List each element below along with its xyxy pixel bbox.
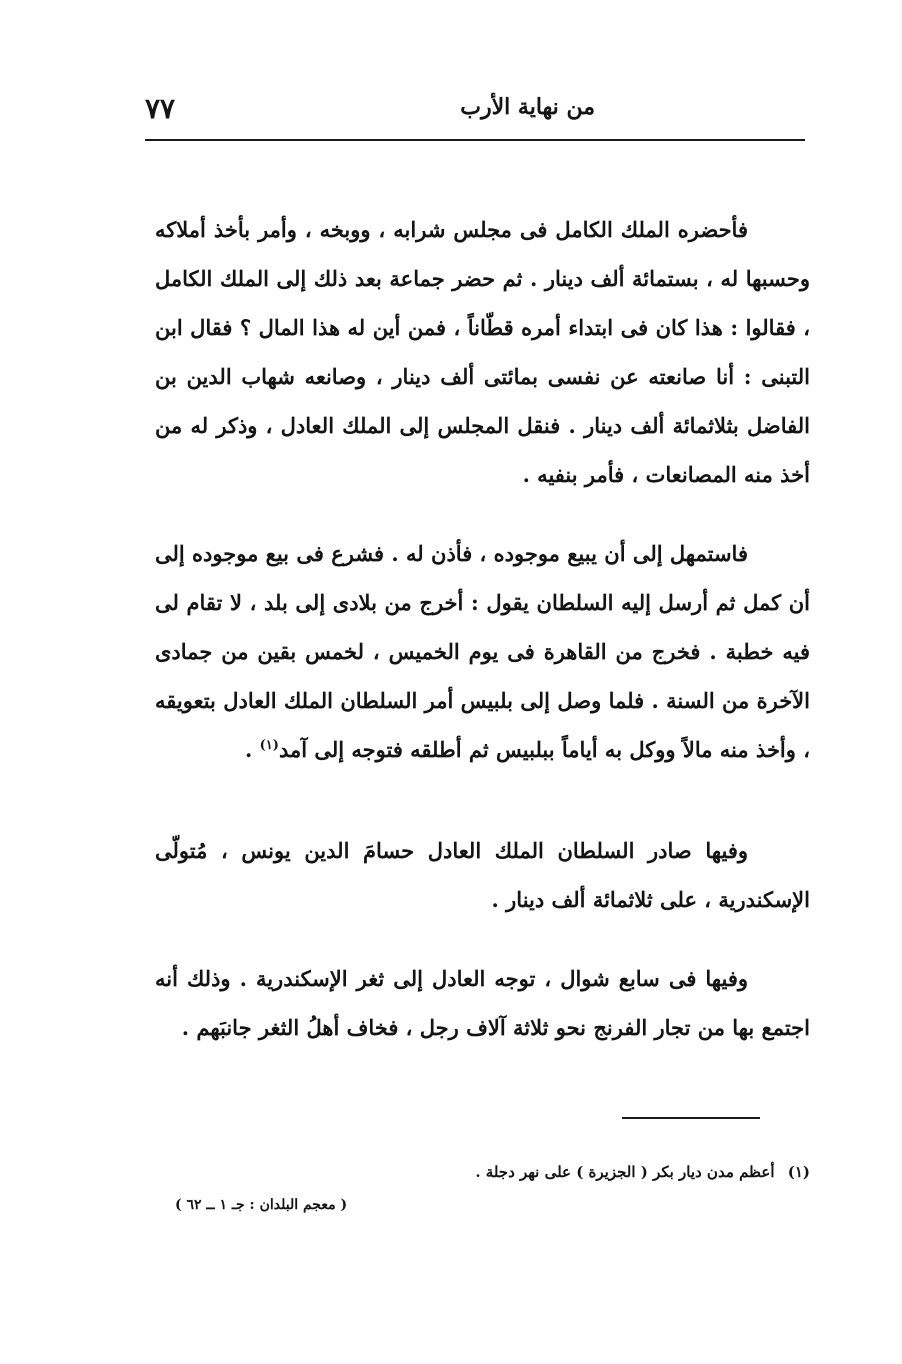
header-rule (145, 139, 805, 141)
footnote-source: ( معجم البلدان : جـ ١ ــ ٦٢ ) (175, 1197, 348, 1213)
footnote-1-text: أعظم مدن ديار بكر ( الجزيرة ) على نهر دجلة . (475, 1163, 775, 1181)
running-title: من نهاية الأرب (460, 94, 595, 120)
paragraph-4: وفيها فى سابع شوال ، توجه العادل إلى ثغر الإسكندرية . وذلك أنه اجتمع بها من تجار الفرنج نحو ثلاثة آلاف رجل ، فخاف أهلُ الثغر جانبَهم . (155, 966, 810, 1040)
footnote-marker: (١) (259, 738, 279, 753)
page-header (145, 86, 805, 132)
footnote-1 (475, 1163, 810, 1181)
body-text (155, 205, 810, 1052)
paragraph-3: وفيها صادر السلطان الملك العادل حسامَ الدين يونس ، مُتولّى الإسكندرية ، على ثلاثمائة ألف دينار . (155, 838, 810, 912)
paragraph-2-end: . (245, 737, 260, 762)
footnote-1-number: (١) (787, 1163, 810, 1181)
paragraph-1: فأحضره الملك الكامل فى مجلس شرابه ، ووبخه ، وأمر بأخذ أملاكه وحسبها له ، بستمائة ألف دينار . ثم حضر جماعة بعد ذلك إلى الملك الكامل ، فقالوا : هذا كان فى ابتداء أمره قطّاناً ، فمن أين له هذا المال ؟ فقال ابن التبنى : أنا صانعته عن نفسى بمائتى ألف دينار ، وصانعه شهاب الدين بن الفاضل بثلاثمائة ألف دينار . فنقل المجلس إلى الملك العادل ، وذكر له من أخذ منه المصانعات ، فأمر بنفيه . (155, 217, 810, 487)
paragraph-2-text: فاستمهل إلى أن يبيع موجوده ، فأذن له . فشرع فى بيع موجوده إلى أن كمل ثم أرسل إليه السلطان يقول : أخرج من بلادى إلى بلد ، لا تقام لى فيه خطبة . فخرج من القاهرة فى يوم الخميس ، لخمس بقين من جمادى الآخرة من السنة . فلما وصل إلى بلبيس أمر السلطان الملك العادل بتعويقه ، وأخذ منه مالاً ووكل به أياماً ببلبيس ثم أطلقه فتوجه إلى آمد (155, 541, 810, 762)
page-number: ٧٧ (145, 92, 176, 125)
footnote-rule (622, 1117, 760, 1119)
paragraph-2 (155, 529, 810, 774)
